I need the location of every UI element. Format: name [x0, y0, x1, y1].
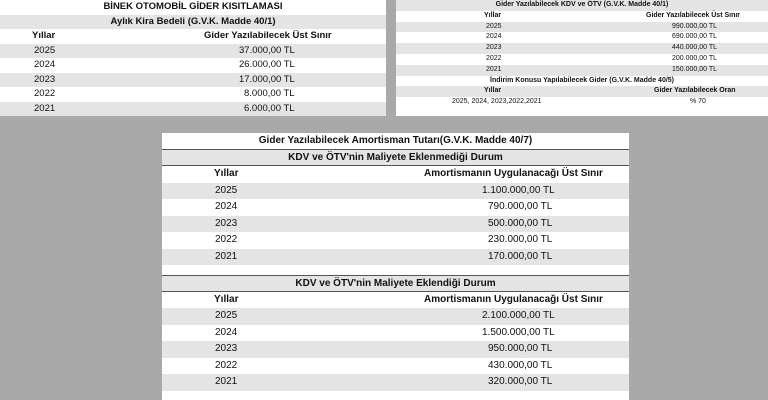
row-year: 2022 [215, 234, 238, 245]
section2-header-value: Amortismanın Uygulanacağı Üst Sınır [424, 293, 603, 305]
section2-title: KDV ve ÖTV'nin Maliyete Eklendiği Durum [162, 275, 629, 292]
row-year: 2025 [215, 310, 238, 321]
section1-header-row [162, 166, 629, 183]
row-year: 2024 [34, 59, 56, 70]
table-row [162, 308, 629, 325]
row-value: 2.100.000,00 TL [482, 310, 555, 321]
table-row [0, 73, 386, 88]
deduction-rate: % 70 [690, 98, 706, 106]
rent-limit-table [0, 0, 386, 116]
row-year: 2022 [215, 359, 238, 371]
row-year: 2024 [486, 33, 502, 41]
section1-header-value: Amortismanın Uygulanacağı Üst Sınır [424, 168, 603, 179]
row-year: 2023 [215, 217, 238, 229]
row-value: 150.000,00 TL [672, 65, 718, 73]
rent-main-title: BİNEK OTOMOBİL GİDER KISITLAMASI [103, 1, 283, 12]
row-value: 200.000,00 TL [672, 54, 718, 62]
row-year: 2021 [486, 65, 502, 73]
row-value: 790.000,00 TL [488, 201, 553, 212]
rent-subtitle: Aylık Kira Bedeli (G.V.K. Madde 40/1) [0, 15, 386, 30]
rent-header-row [0, 29, 386, 44]
vat-header-year: Yıllar [484, 11, 502, 19]
row-value: 17.000,00 TL [239, 73, 295, 85]
row-year: 2021 [34, 102, 56, 114]
table-row [162, 325, 629, 342]
row-year: 2022 [486, 54, 502, 62]
table-row [396, 97, 768, 108]
row-value: 1.100.000,00 TL [482, 184, 555, 196]
vat-title: Gider Yazılabilecek KDV ve ÖTV (G.V.K. Madde 40/1) [396, 0, 768, 11]
row-year: 2023 [34, 73, 56, 85]
vat-header-row [396, 11, 768, 22]
vat-header-value: Gider Yazılabilecek Üst Sınır [646, 11, 741, 19]
row-value: 320.000,00 TL [488, 376, 553, 387]
table-row [396, 32, 768, 43]
section2-header-year: Yıllar [214, 293, 239, 305]
row-value: 170.000,00 TL [488, 250, 553, 262]
deduction-years: 2025, 2024, 2023,2022,2021 [452, 98, 542, 106]
table-row [0, 87, 386, 102]
row-value: 440.000,00 TL [672, 44, 718, 52]
depreciation-limit-table [162, 133, 629, 400]
table-row [0, 102, 386, 117]
deduction-title: İndirim Konusu Yapılabilecek Gider (G.V.K. Madde 40/5) [396, 76, 768, 87]
table-row [162, 374, 629, 391]
row-value: 1.500.000,00 TL [482, 326, 555, 338]
row-year: 2021 [215, 250, 238, 262]
section1-header-year: Yıllar [214, 168, 239, 179]
row-year: 2024 [215, 326, 238, 338]
rent-header-value: Gider Yazılabilecek Üst Sınır [204, 30, 332, 41]
row-year: 2024 [215, 201, 238, 212]
vat-limit-table [396, 0, 768, 116]
table-row [396, 65, 768, 76]
row-year: 2021 [215, 376, 238, 387]
section2-header-row [162, 292, 629, 309]
row-year: 2023 [215, 343, 238, 354]
row-value: 990.000,00 TL [672, 22, 718, 30]
row-value: 950.000,00 TL [488, 343, 553, 354]
deduction-header-year: Yıllar [484, 87, 502, 95]
table-row [396, 22, 768, 33]
row-year: 2022 [34, 88, 56, 99]
row-year: 2025 [486, 22, 502, 30]
row-value: 230.000,00 TL [488, 234, 553, 245]
table-row [162, 341, 629, 358]
row-value: 8.000,00 TL [244, 88, 295, 99]
row-year: 2025 [215, 184, 238, 196]
section1-title: KDV ve ÖTV'nin Maliyete Eklenmediği Durum [162, 150, 629, 167]
row-value: 500.000,00 TL [488, 217, 553, 229]
row-value: 26.000,00 TL [239, 59, 295, 70]
table-row [0, 58, 386, 73]
deduction-header-row [396, 86, 768, 97]
depreciation-title: Gider Yazılabilecek Amortisman Tutarı(G.V.K. Madde 40/7) [162, 133, 629, 150]
table-row [162, 249, 629, 266]
row-year: 2025 [34, 44, 56, 56]
section-spacer [162, 265, 629, 275]
table-row [396, 43, 768, 54]
table-row [162, 232, 629, 249]
table-row [162, 216, 629, 233]
row-value: 430.000,00 TL [488, 359, 553, 371]
rent-header-year: Yıllar [32, 30, 56, 41]
row-value: 6.000,00 TL [244, 102, 295, 114]
table-row [162, 199, 629, 216]
row-value: 690.000,00 TL [672, 33, 718, 41]
deduction-header-value: Gider Yazılabilecek Oran [654, 87, 736, 95]
table-row [162, 183, 629, 200]
table-row [162, 358, 629, 375]
row-year: 2023 [486, 44, 502, 52]
table-row [396, 54, 768, 65]
row-value: 37.000,00 TL [239, 44, 295, 56]
table-row [0, 44, 386, 59]
